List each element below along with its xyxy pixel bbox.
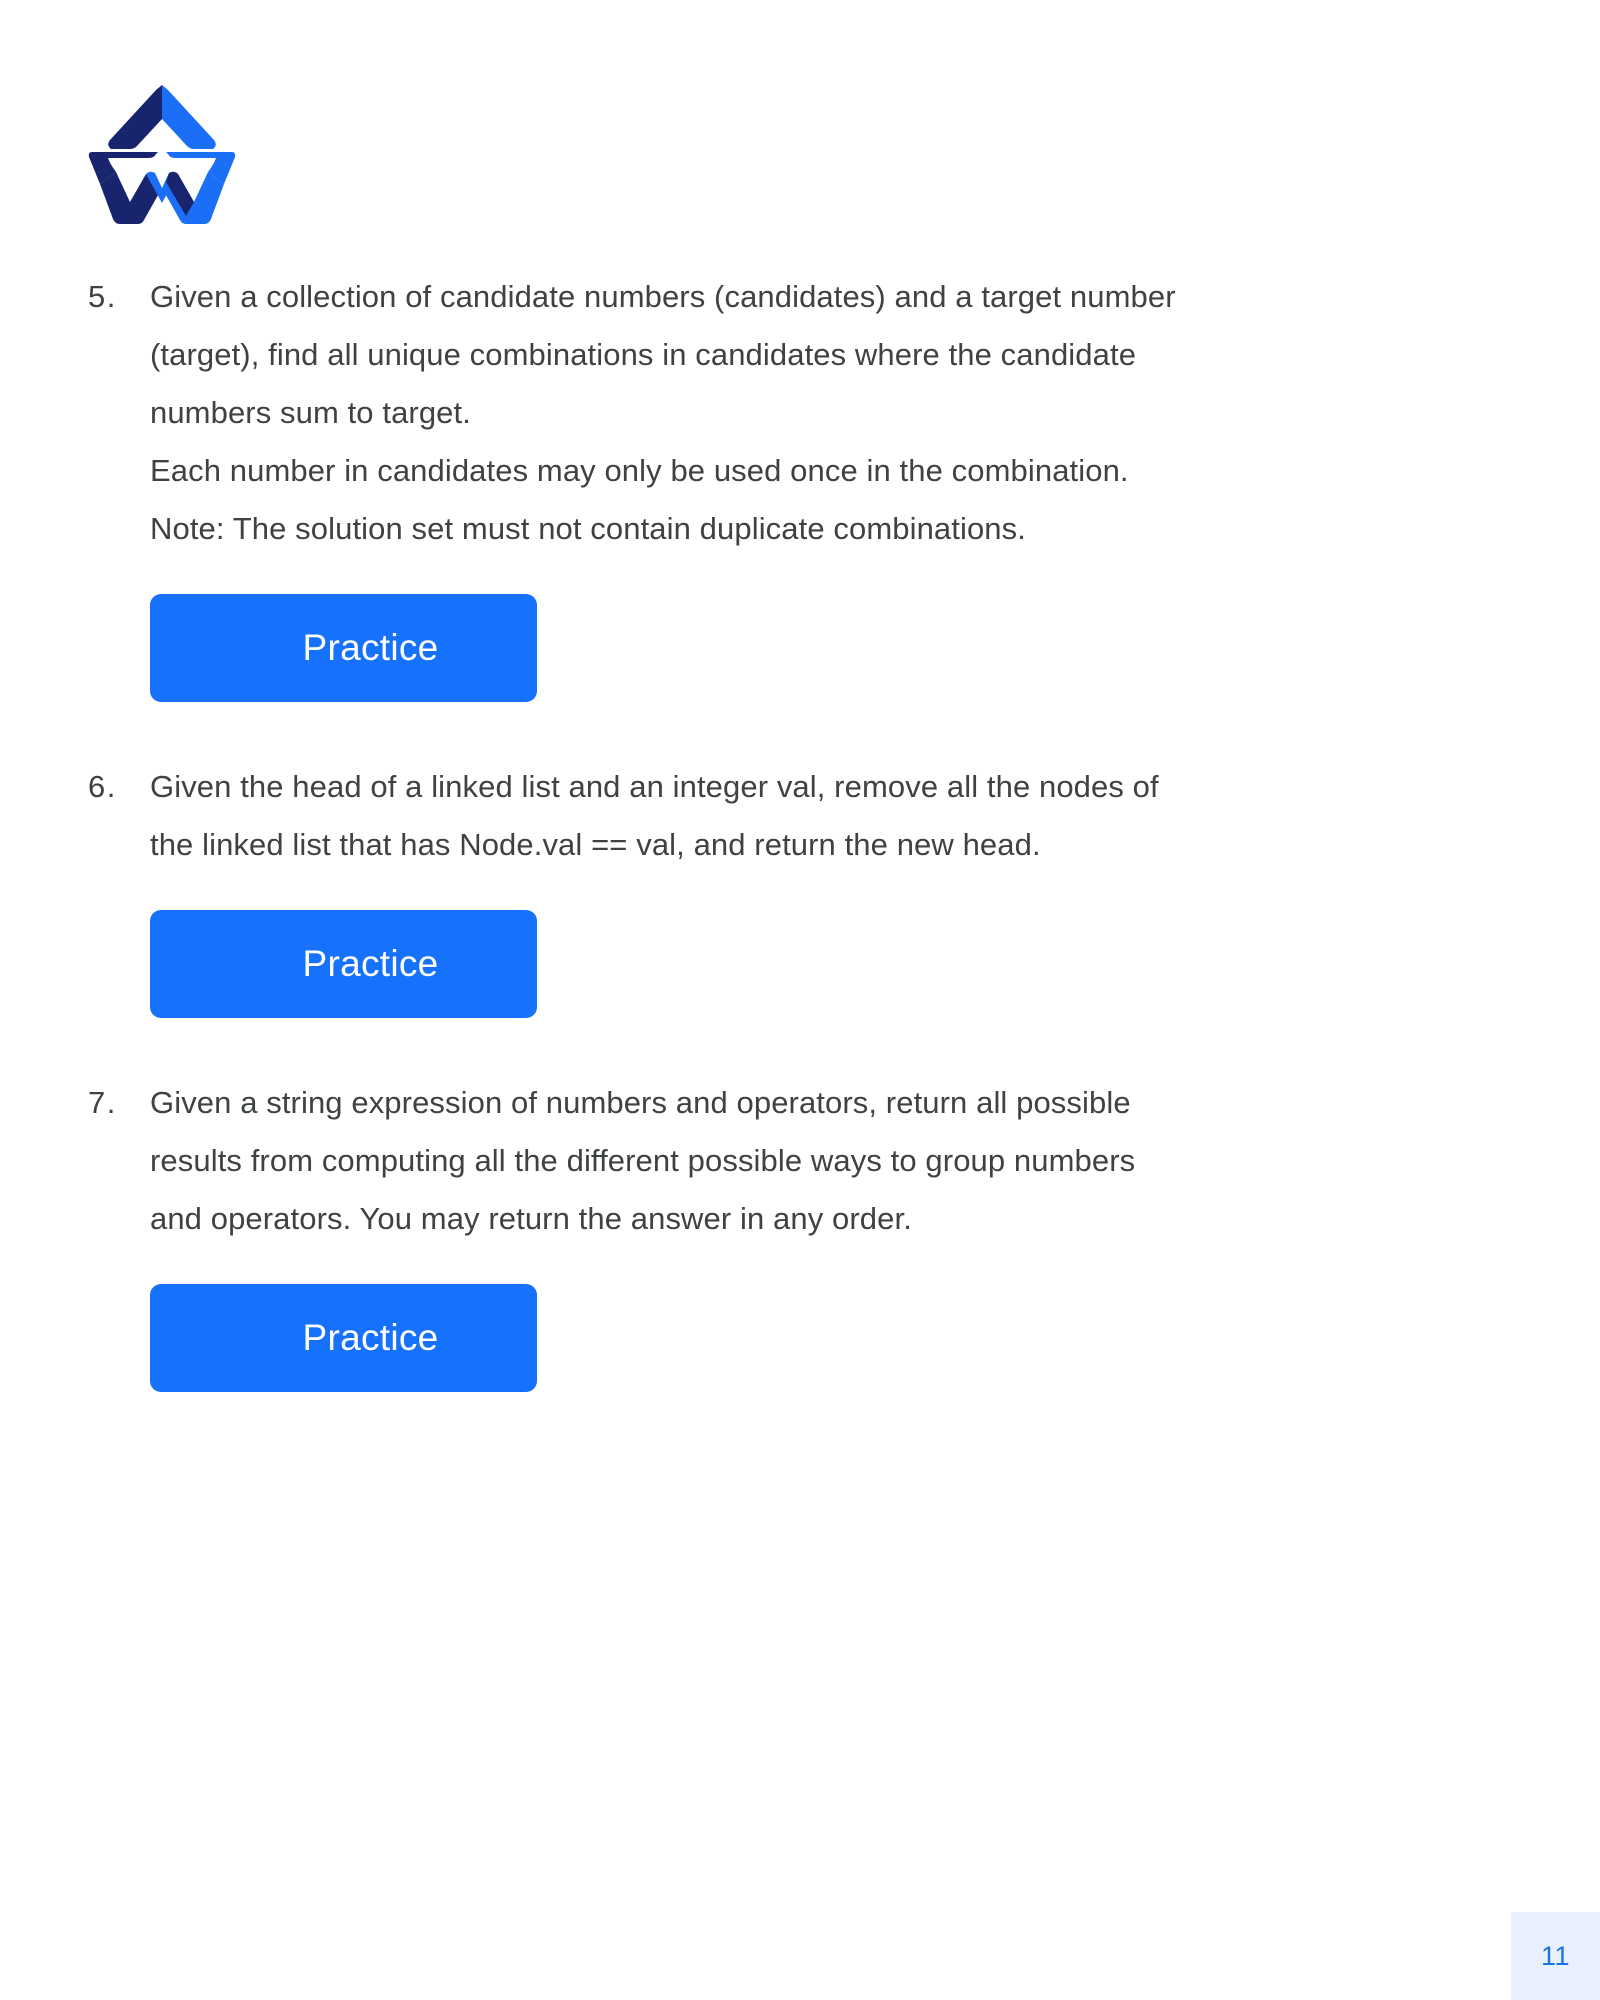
problem-text [150,268,1510,558]
problem-number: 6. [88,769,117,804]
problem-text-line: Each number in candidates may only be used once in the combination. [150,453,1129,488]
problem-list [0,268,1600,1392]
problem-text-line: results from computing all the different possible ways to group numbers [150,1143,1136,1178]
problem-item [0,1074,1600,1248]
problem-item [0,758,1600,874]
spacer [0,702,1600,758]
problem-text-line: (target), find all unique combinations in candidates where the candidate [150,337,1137,372]
page-number-label: 11 [1540,1940,1571,1971]
spacer [0,1018,1600,1074]
problem-number: 7. [88,1085,117,1120]
brand-logo [86,78,238,226]
problem-text-line: Given a collection of candidate numbers (candidates) and a target number [150,279,1176,314]
problem-text-line: Given a string expression of numbers and operators, return all possible [150,1085,1131,1120]
page-number-badge [1511,1912,1600,2000]
problem-text-line: and operators. You may return the answer in any order. [150,1201,912,1236]
problem-item [0,268,1600,558]
problem-text [150,758,1510,874]
practice-button[interactable]: Practice [150,594,537,702]
problem-text-line: the linked list that has Node.val == val, and return the new head. [150,827,1041,862]
problem-text-line: Given the head of a linked list and an integer val, remove all the nodes of [150,769,1159,804]
practice-button[interactable]: Practice [150,1284,537,1392]
practice-button[interactable]: Practice [150,910,537,1018]
problem-text-line: Note: The solution set must not contain duplicate combinations. [150,511,1026,546]
problem-text-line: numbers sum to target. [150,395,471,430]
problem-number: 5. [88,279,117,314]
star-chevron-logo-icon [86,78,238,226]
problem-text [150,1074,1510,1248]
